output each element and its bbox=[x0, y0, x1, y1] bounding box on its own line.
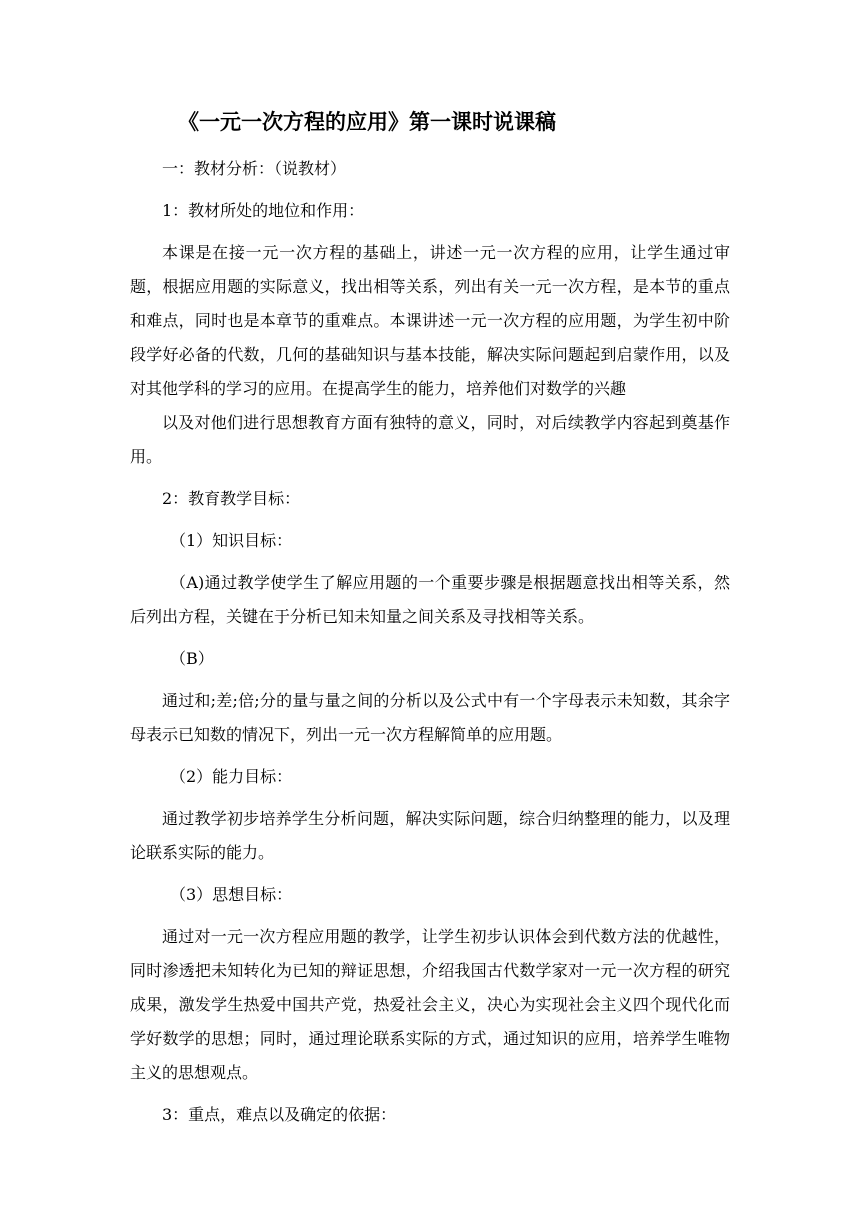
subsection-heading-teaching-goals: 2：教育教学目标： bbox=[162, 489, 301, 508]
goal-heading-thought: （3）思想目标： bbox=[170, 885, 293, 904]
paragraph-knowledge-goal-a: （A)通过教学使学生了解应用题的一个重要步骤是根据题意找出相等关系，然后列出方程，关键在于分析已知未知量之间关系及寻找相等关系。 bbox=[130, 573, 730, 626]
subsection-heading-position-role: 1：教材所处的地位和作用： bbox=[162, 201, 365, 220]
paragraph-position-role-continued: 以及对他们进行思想教育方面有独特的意义，同时，对后续教学内容起到奠基作用。 bbox=[130, 413, 730, 466]
paragraph-position-role: 本课是在接一元一次方程的基础上，讲述一元一次方程的应用，让学生通过审题，根据应用题的实际意义，找出相等关系，列出有关一元一次方程，是本节的重点和难点，同时也是本章节的重难点。本课讲述一元一次方程的应用题，为学生初中阶段学好必备的代数，几何的基础知识与基本技能，解决实际问题起到启蒙作用，以及对其他学科的学习的应用。在提高学生的能力，培养他们对数学的兴趣 bbox=[130, 243, 730, 398]
paragraph-knowledge-goal-b-label: （B） bbox=[170, 649, 214, 668]
document-body bbox=[130, 100, 730, 1132]
goal-heading-knowledge: （1）知识目标： bbox=[170, 531, 293, 550]
subsection-heading-key-difficult-points: 3：重点，难点以及确定的依据： bbox=[162, 1105, 397, 1124]
goal-heading-ability: （2）能力目标： bbox=[170, 767, 293, 786]
document-title: 《一元一次方程的应用》第一课时说课稿 bbox=[178, 109, 556, 134]
paragraph-knowledge-goal-b: 通过和;差;倍;分的量与量之间的分析以及公式中有一个字母表示未知数，其余字母表示已知数的情况下，列出一元一次方程解简单的应用题。 bbox=[130, 691, 730, 744]
paragraph-thought-goal: 通过对一元一次方程应用题的教学，让学生初步认识体会到代数方法的优越性，同时渗透把未知转化为已知的辩证思想，介绍我国古代数学家对一元一次方程的研究成果，激发学生热爱中国共产党，热爱社会主义，决心为实现社会主义四个现代化而学好数学的思想；同时，通过理论联系实际的方式，通过知识的应用，培养学生唯物主义的思想观点。 bbox=[130, 927, 730, 1082]
section-heading-textbook-analysis: 一：教材分析：（说教材） bbox=[162, 159, 347, 178]
paragraph-ability-goal: 通过教学初步培养学生分析问题，解决实际问题，综合归纳整理的能力，以及理论联系实际的能力。 bbox=[130, 809, 730, 862]
